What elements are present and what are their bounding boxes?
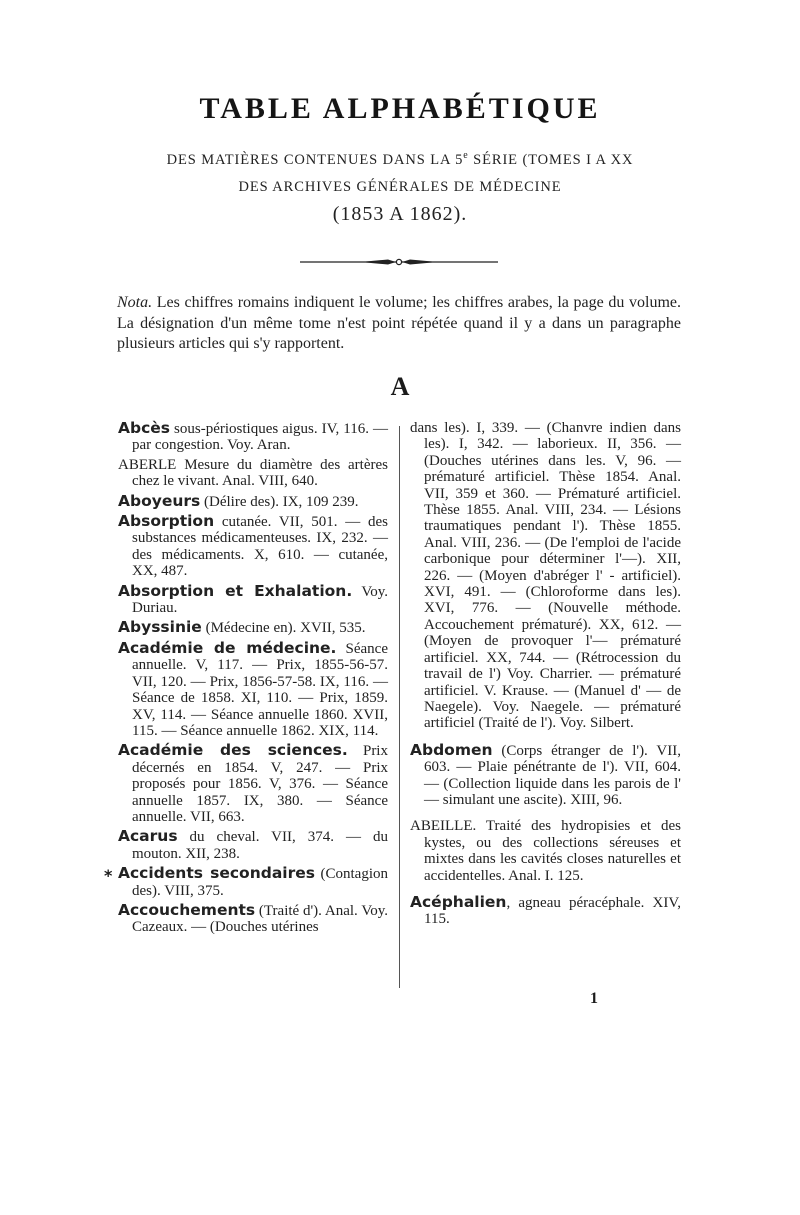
entry-heading: ABERLE: [118, 456, 177, 473]
index-entry: [410, 742, 681, 809]
nota-label: Nota.: [117, 294, 153, 311]
subtitle-line-1: [0, 150, 800, 169]
index-entry: [118, 640, 388, 739]
subtitle-line-3: (1853 A 1862).: [332, 203, 468, 225]
entry-heading: ABEILLE.: [410, 818, 477, 835]
entry-text: (Délire des). IX, 109 239.: [200, 493, 359, 510]
index-entry: [118, 420, 388, 454]
nota-paragraph: [117, 293, 681, 355]
entry-text: Prix décernés en 1854. V, 247. — Prix proposés pour 1856. V, 376. — Séance annuelle 1857. IX, 380. — Séance annuelle. VII, 663.: [132, 743, 388, 825]
entry-text: Séance annuelle. V, 117. — Prix, 1855-56-57. VII, 120. — Prix, 1856-57-58. IX, 116. — Séance de 1858. XI, 110. — Prix, 1859. XV, 114. — Séance annuelle 1860. XVII, 115. — Séance annuelle 1862. XIX, 114.: [132, 640, 388, 739]
entry-heading: Aboyeurs: [118, 491, 201, 510]
entry-text: dans les). I, 339. — (Chanvre indien dans les). I, 342. — laborieux. II, 356. — (Douches utérines dans les. V, 96. — prématuré artificiel. Thèse 1854. Anal. VII, 359 et 360. — Prématuré artificiel. Thèse 1855. Anal. VIII, 234. — Lésions traumatiques pendant l'). Thèse 1855. Anal. VIII, 236. — (De l'emploi de l'acide carbonique pour déterminer l'—). XII, 226. — (Moyen d'abréger l' - artificiel). XVI, 491. — (Chloroforme dans les). XVI, 776. — (Nouvelle méthode. Accouchement prématuré). XX, 612. — (Moyen de provoquer l'— prématuré artificiel. XX, 744. — (Rétrocession du travail de l') Voy. Charrier. — prématuré artificiel. V. Krause. — (Manuel d' — de Naegele). Voy. Naegele. — prématuré artificiel (Traité de l'). Voy. Silbert.: [410, 420, 681, 732]
entry-text: Voy. Duriau.: [132, 583, 388, 617]
index-entry: [410, 420, 681, 732]
subtitle-line-2: DES ARCHIVES GÉNÉRALES DE MÉDECINE: [238, 179, 562, 195]
entry-heading: Absorption et Exhalation.: [118, 581, 353, 600]
index-entry: [118, 828, 388, 862]
subtitle-line-1-pre: DES MATIÈRES CONTENUES DANS LA 5: [166, 151, 464, 168]
entry-text: (Traité d'). Anal. Voy. Cazeaux. — (Douches utérines: [132, 902, 388, 936]
left-column: [118, 420, 388, 939]
entry-heading: Acarus: [118, 827, 178, 846]
right-column: [410, 420, 681, 931]
entry-heading: Abcès: [118, 419, 171, 437]
entry-text: cutanée. VII, 501. — des substances médicamenteuses. IX, 232. — des médicaments. X, 610. — cutanée, XX, 487.: [132, 514, 388, 580]
index-entry: [410, 818, 681, 884]
entry-heading: Abyssinie: [118, 618, 202, 637]
entry-text: Traité des hydropisies et des kystes, ou des collections séreuses et mixtes dans les cavités closes naturelles et accidentelles. Anal. I. 125.: [424, 818, 681, 884]
entry-heading: Abdomen: [410, 740, 493, 759]
entry-text: du cheval. VII, 374. — du mouton. XII, 238.: [132, 829, 388, 862]
entry-text: , agneau péracéphale. XIV, 115.: [424, 894, 681, 928]
entry-text: (Corps étranger de l'). VII, 603. — Plaie pénétrante de l'). VII, 604. — (Collection liquide dans les parois de l' — simulant une ascite). XIII, 96.: [424, 742, 681, 808]
entry-heading: Académie de médecine.: [118, 638, 337, 657]
subtitle-line-1-superscript: e: [463, 150, 469, 161]
entry-text: sous-périostiques aigus. IV, 116. — par congestion. Voy. Aran.: [132, 421, 388, 454]
entry-text: (Médecine en). XVII, 535.: [201, 620, 366, 637]
index-entry: [118, 493, 388, 510]
page-title: TABLE ALPHABÉTIQUE: [199, 92, 601, 125]
entry-heading: Absorption: [118, 512, 215, 531]
index-entry: [118, 742, 388, 825]
ornamental-rule: [300, 258, 498, 266]
margin-marker: *: [104, 866, 113, 885]
index-entry: [118, 865, 388, 899]
entry-text: (Contagion des). VIII, 375.: [132, 866, 388, 899]
index-entry: [118, 457, 388, 490]
subtitle-line-1-post: SÉRIE (TOMES I A XX: [468, 151, 634, 168]
signature-mark: 1: [590, 990, 598, 1007]
index-entry: [118, 619, 388, 636]
index-entry: [118, 902, 388, 936]
entry-heading: Accouchements: [118, 900, 256, 919]
index-entry: [118, 513, 388, 580]
entry-heading: Acéphalien: [410, 892, 507, 911]
section-letter: A: [390, 372, 410, 401]
entry-text: Mesure du diamètre des artères chez le vivant. Anal. VIII, 640.: [132, 456, 388, 490]
index-entry: [410, 894, 681, 928]
entry-heading: Accidents secondaires: [118, 864, 315, 883]
column-divider: [399, 426, 400, 988]
nota-text: Les chiffres romains indiquent le volume; les chiffres arabes, la page du volume. La désignation d'un même tome n'est point répétée quand il y a dans un paragraphe plusieurs articles qui s'y rapportent.: [117, 294, 681, 352]
index-entry: [118, 583, 388, 617]
entry-heading: Académie des sciences.: [118, 741, 348, 760]
